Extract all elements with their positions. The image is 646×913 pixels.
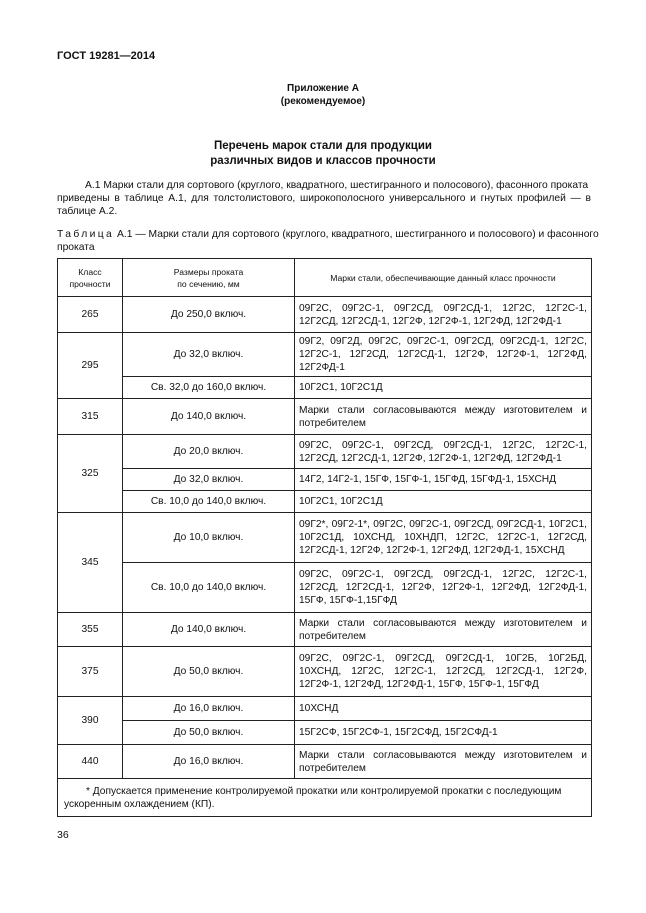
table-row: [58, 377, 592, 399]
grades-cell: Марки стали согласовываются между изготовителем и потребителем: [295, 745, 592, 779]
grades-cell: 10Г2С1, 10Г2С1Д: [295, 491, 592, 513]
size-cell: До 250,0 включ.: [123, 297, 295, 333]
size-cell: До 16,0 включ.: [123, 745, 295, 779]
grades-cell: 14Г2, 14Г2-1, 15ГФ, 15ГФ-1, 15ГФД, 15ГФД-1, 15ХСНД: [295, 469, 592, 491]
table-row: [58, 469, 592, 491]
section-heading-line2: различных видов и классов прочности: [210, 155, 436, 167]
table-row: [58, 613, 592, 647]
class-cell: 345: [58, 513, 123, 613]
table-header-row: [58, 259, 592, 297]
table-row: [58, 721, 592, 745]
table-row: [58, 745, 592, 779]
grades-cell: 09Г2, 09Г2Д, 09Г2С, 09Г2С-1, 09Г2СД, 09Г2СД-1, 12Г2С, 12Г2С-1, 12Г2СД, 12Г2СД-1, 12Г2Ф, 12Г2Ф-1, 12Г2ФД, 12Г2ФД-1: [295, 333, 592, 377]
grades-cell: 10Г2С1, 10Г2С1Д: [295, 377, 592, 399]
table-footnote: [58, 779, 592, 817]
table-row: [58, 697, 592, 721]
section-heading-line1: Перечень марок стали для продукции: [214, 140, 432, 152]
caption-line-2: проката: [57, 242, 95, 253]
size-cell: До 10,0 включ.: [123, 513, 295, 563]
table-row: [58, 333, 592, 377]
document-code: ГОСТ 19281—2014: [57, 50, 156, 62]
size-cell: До 16,0 включ.: [123, 697, 295, 721]
table-row: [58, 435, 592, 469]
intro-line-2: приведены в таблице А.1, для толстолистового, широкополосного универсального и гнутых профилей — в: [57, 193, 591, 204]
intro-line-3: таблице А.2.: [57, 206, 118, 217]
size-cell: До 20,0 включ.: [123, 435, 295, 469]
header-class: Класс прочности: [58, 259, 123, 297]
footnote-line-1: * Допускается применение контролируемой прокатки или контролируемой прокатки с последующим: [86, 785, 562, 797]
grades-cell: Марки стали согласовываются между изготовителем и потребителем: [295, 399, 592, 435]
appendix-title: Приложение А: [287, 83, 359, 94]
table-caption: [57, 228, 599, 254]
table-footnote-row: [58, 779, 592, 817]
table-row: [58, 647, 592, 697]
table-row: [58, 563, 592, 613]
header-grades: Марки стали, обеспечивающие данный класс прочности: [295, 259, 592, 297]
size-cell: До 140,0 включ.: [123, 399, 295, 435]
size-cell: До 32,0 включ.: [123, 333, 295, 377]
size-cell: До 32,0 включ.: [123, 469, 295, 491]
grades-cell: 09Г2С, 09Г2С-1, 09Г2СД, 09Г2СД-1, 12Г2С, 12Г2С-1, 12Г2СД, 12Г2СД-1, 12Г2Ф, 12Г2Ф-1, 12Г2ФД, 12Г2ФД-1, 15ГФ, 15ГФ-1,15ГФД: [295, 563, 592, 613]
footnote-line-2: ускоренным охлаждением (КП).: [64, 798, 215, 810]
grades-cell: 09Г2С, 09Г2С-1, 09Г2СД, 09Г2СД-1, 12Г2С, 12Г2С-1, 12Г2СД, 12Г2СД-1, 12Г2Ф, 12Г2Ф-1, 12Г2ФД, 12Г2ФД-1: [295, 297, 592, 333]
class-cell: 390: [58, 697, 123, 745]
table-row: [58, 297, 592, 333]
caption-text: А.1 — Марки стали для сортового (круглого, квадратного, шестигранного и полосового) и фасонного: [114, 229, 599, 240]
table-row: [58, 513, 592, 563]
intro-paragraph: [57, 179, 591, 218]
size-cell: До 50,0 включ.: [123, 647, 295, 697]
caption-label: Таблица: [57, 229, 115, 240]
intro-line-1: А.1 Марки стали для сортового (круглого, квадратного, шестигранного и полосового), фасонного проката: [85, 180, 589, 191]
size-cell: До 50,0 включ.: [123, 721, 295, 745]
grades-cell: Марки стали согласовываются между изготовителем и потребителем: [295, 613, 592, 647]
grades-cell: 15Г2СФ, 15Г2СФ-1, 15Г2СФД, 15Г2СФД-1: [295, 721, 592, 745]
appendix-subtitle: (рекомендуемое): [280, 96, 366, 107]
class-cell: 440: [58, 745, 123, 779]
class-cell: 265: [58, 297, 123, 333]
class-cell: 295: [58, 333, 123, 399]
size-cell: До 140,0 включ.: [123, 613, 295, 647]
table-row: [58, 491, 592, 513]
grades-cell: 09Г2С, 09Г2С-1, 09Г2СД, 09Г2СД-1, 10Г2Б, 10Г2БД, 10ХСНД, 12Г2С, 12Г2С-1, 12Г2СД, 12Г2СД-1, 12Г2Ф, 12Г2Ф-1, 12Г2ФД, 12Г2ФД-1, 15ГФ, 15ГФ-1, 15ГФД: [295, 647, 592, 697]
header-size: Размеры проката по сечению, мм: [123, 259, 295, 297]
size-cell: Св. 10,0 до 140,0 включ.: [123, 491, 295, 513]
grades-cell: 10ХСНД: [295, 697, 592, 721]
size-cell: Св. 10,0 до 140,0 включ.: [123, 563, 295, 613]
class-cell: 315: [58, 399, 123, 435]
class-cell: 355: [58, 613, 123, 647]
grades-cell: 09Г2С, 09Г2С-1, 09Г2СД, 09Г2СД-1, 12Г2С, 12Г2С-1, 12Г2СД, 12Г2СД-1, 12Г2Ф, 12Г2Ф-1, 12Г2ФД, 12Г2ФД-1: [295, 435, 592, 469]
steel-grades-table: [57, 258, 592, 817]
size-cell: Св. 32,0 до 160,0 включ.: [123, 377, 295, 399]
table-row: [58, 399, 592, 435]
grades-cell: 09Г2*, 09Г2-1*, 09Г2С, 09Г2С-1, 09Г2СД, 09Г2СД-1, 10Г2С1, 10Г2С1Д, 10ХСНД, 10ХНДП, 12Г2С, 12Г2С-1, 12Г2СД, 12Г2СД-1, 12Г2Ф, 12Г2Ф-1, 12Г2ФД, 12Г2ФД-1, 15ХСНД: [295, 513, 592, 563]
page-number: 36: [57, 829, 69, 841]
class-cell: 375: [58, 647, 123, 697]
class-cell: 325: [58, 435, 123, 513]
